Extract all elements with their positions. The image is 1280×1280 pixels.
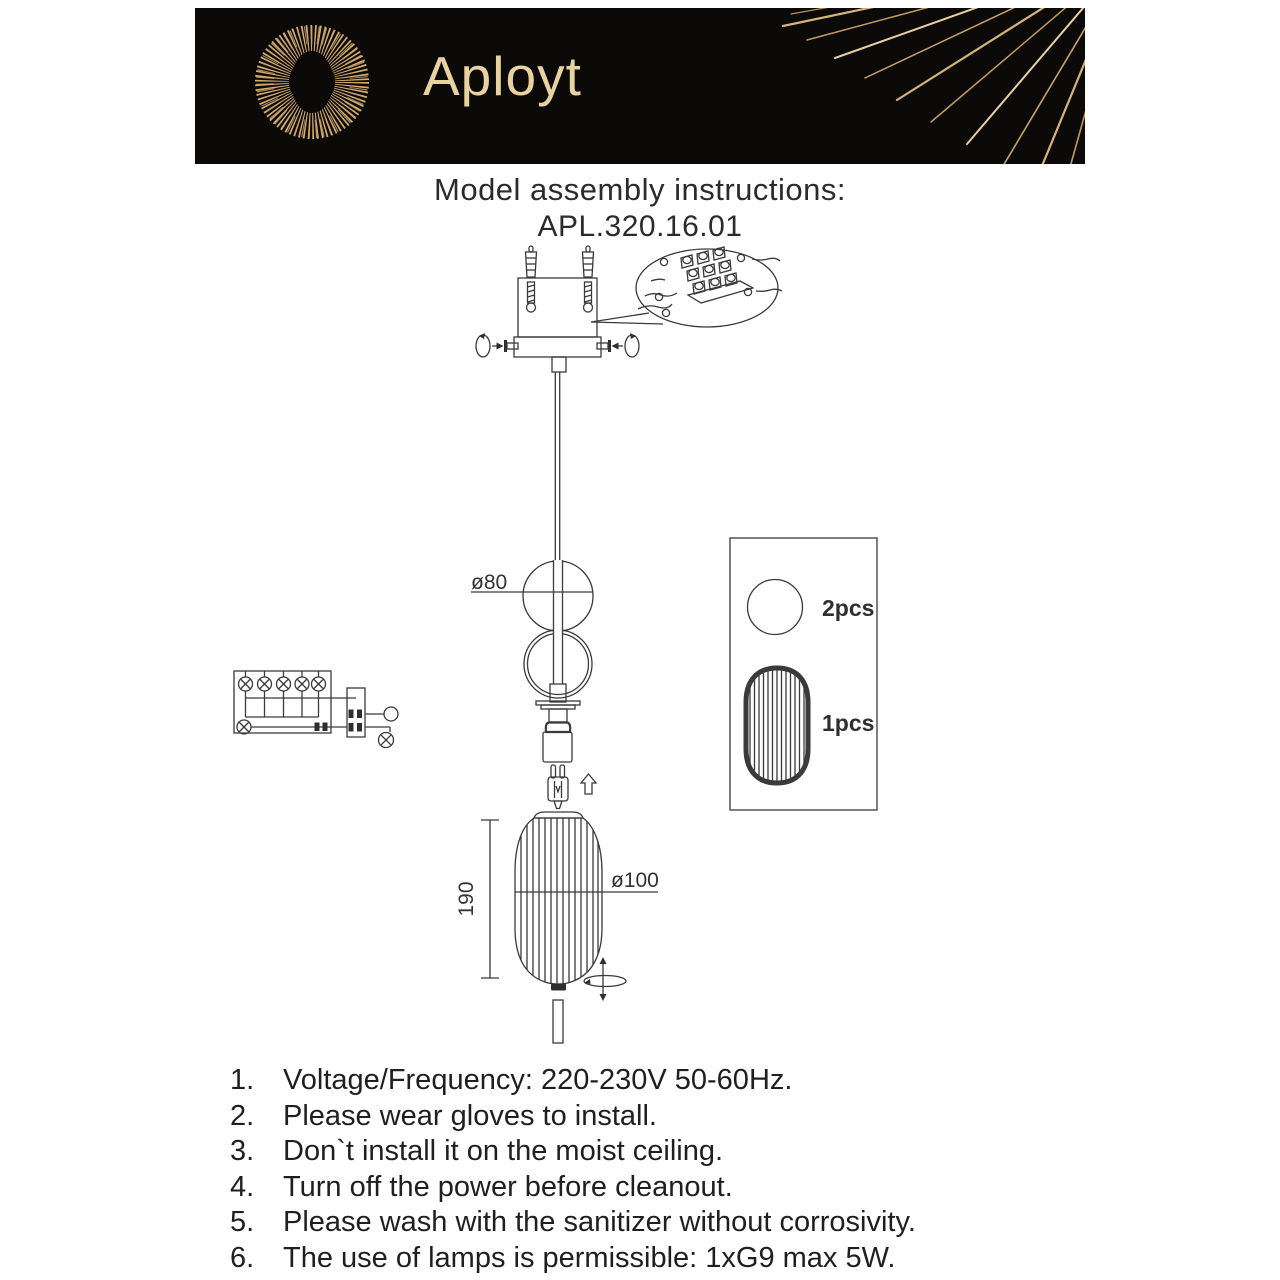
hanging-rod xyxy=(555,372,559,562)
instruction-number: 1. xyxy=(230,1064,255,1096)
model-number: APL.320.16.01 xyxy=(537,210,743,243)
insert-up-arrow-icon xyxy=(581,774,596,794)
brand-name: Aployt xyxy=(423,45,582,107)
instruction-number: 2. xyxy=(230,1099,255,1132)
instruction-number: 6. xyxy=(230,1241,255,1274)
starburst-logo-icon xyxy=(265,35,359,129)
instruction-number: 5. xyxy=(230,1206,255,1238)
glass-shade xyxy=(515,812,602,991)
instruction-text: Please wear gloves to install. xyxy=(283,1099,657,1132)
instruction-item xyxy=(230,1205,1060,1241)
instruction-number: 4. xyxy=(230,1170,255,1203)
shade-height-dimension xyxy=(455,820,499,978)
g9-bulb xyxy=(548,765,568,809)
shade-quantity-label: 1pcs xyxy=(822,710,875,736)
parts-box-sphere xyxy=(748,580,803,635)
instruction-text: Voltage/Frequency: 220-230V 50-60Hz. xyxy=(283,1064,793,1096)
sphere-quantity-label: 2pcs xyxy=(822,595,875,621)
instruction-item xyxy=(230,1170,1060,1206)
instruction-item xyxy=(230,1063,1060,1099)
parts-box-shade xyxy=(746,664,808,787)
wiring-diagram xyxy=(234,671,398,748)
instruction-text: Turn off the power before cleanout. xyxy=(283,1170,733,1203)
sphere-diameter-label: ø80 xyxy=(471,571,508,594)
lamp-socket xyxy=(536,684,580,762)
instruction-text: Don`t install it on the moist ceiling. xyxy=(283,1135,724,1167)
instruction-number: 3. xyxy=(230,1135,255,1167)
bottom-finial xyxy=(553,1000,563,1043)
brand-banner xyxy=(195,8,1085,164)
instruction-item xyxy=(230,1099,1060,1135)
parts-box xyxy=(730,538,877,810)
shade-height-label: 190 xyxy=(455,881,478,917)
instruction-text: Please wash with the sanitizer without corrosivity. xyxy=(283,1206,916,1238)
shade-diameter-label: ø100 xyxy=(611,869,659,892)
ceiling-screws xyxy=(526,246,594,312)
page-title: Model assembly instructions: xyxy=(434,172,846,207)
instructions-list xyxy=(230,1063,1060,1276)
instruction-text: The use of lamps is permissible: 1xG9 max 5W. xyxy=(283,1241,896,1274)
assembly-diagram xyxy=(220,244,910,1060)
terminal-callout xyxy=(591,247,782,327)
screw-rotation-indicator xyxy=(584,957,626,1001)
banner-artwork xyxy=(195,8,1085,164)
instruction-item xyxy=(230,1134,1060,1170)
instruction-item xyxy=(230,1241,1060,1277)
fan-lines-decoration xyxy=(783,8,1085,164)
rod-through-sphere xyxy=(554,560,563,684)
sphere-diameter-dimension xyxy=(471,571,593,594)
